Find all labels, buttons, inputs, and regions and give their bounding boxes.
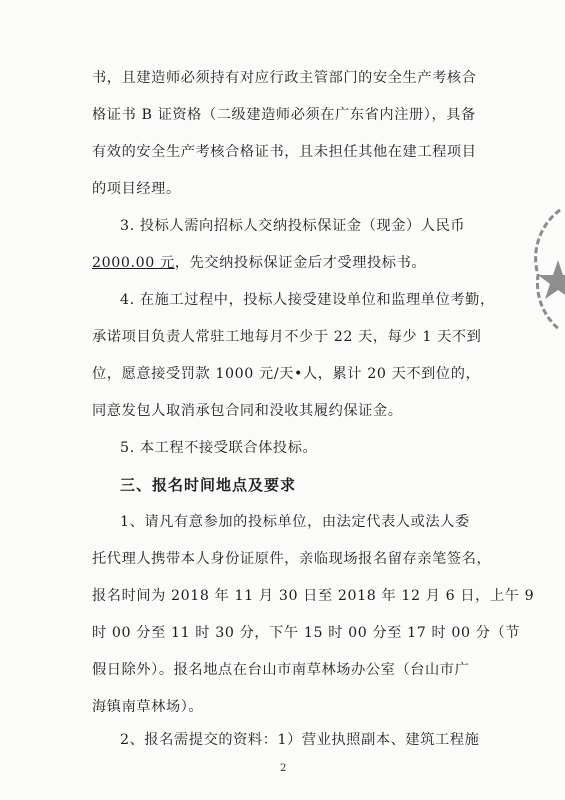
text-line: 5. 本工程不接受联合体投标。 [120,440,318,456]
text-line: 报名时间为 2018 年 11 月 30 日至 2018 年 12 月 6 日，上午 9 [92,588,535,604]
text-line: 海镇南草林场）。 [92,699,204,715]
text-line: 托代理人携带本人身份证原件，亲临现场报名留存亲笔签名， [92,551,492,567]
text-line: 格证书 B 证资格（二级建造师必须在广东省内注册），具备 [92,107,476,123]
text-line [92,253,426,273]
section-heading: 三、报名时间地点及要求 [120,476,297,494]
text-line: 承诺项目负责人常驻工地每月不少于 22 天，每少 1 天不到 [92,329,482,345]
text-line-rest: ，先交纳投标保证金后才受理投标书。 [174,255,427,271]
text-line: 的项目经理。 [92,181,181,197]
page-number: 2 [280,763,287,774]
text-line: 2、报名需提交的资料：1）营业执照副本、建筑工程施 [120,732,480,748]
text-line: 3. 投标人需向招标人交纳投标保证金（现金）人民币 [120,218,466,234]
text-line: 位，愿意接受罚款 1000 元/天•人，累计 20 天不到位的， [92,366,481,382]
text-line: 书，且建造师必须持有对应行政主管部门的安全生产考核合 [92,70,477,86]
text-line: 4. 在施工过程中，投标人接受建设单位和监理单位考勤， [120,292,495,308]
seal-stamp-icon [530,205,565,335]
text-line: 同意发包人取消承包合同和没收其履约保证金。 [92,403,403,419]
bond-amount: 2000.00 元 [92,255,175,271]
text-line: 假日除外）。报名地点在台山市南草林场办公室（台山市广 [92,662,470,678]
text-line: 1、请凡有意参加的投标单位，由法定代表人或法人委 [120,514,470,530]
text-line: 有效的安全生产考核合格证书，且未担任其他在建工程项目 [92,144,477,160]
text-line: 时 00 分至 11 时 30 分，下午 15 时 00 分至 17 时 00 分（节 [92,625,521,641]
